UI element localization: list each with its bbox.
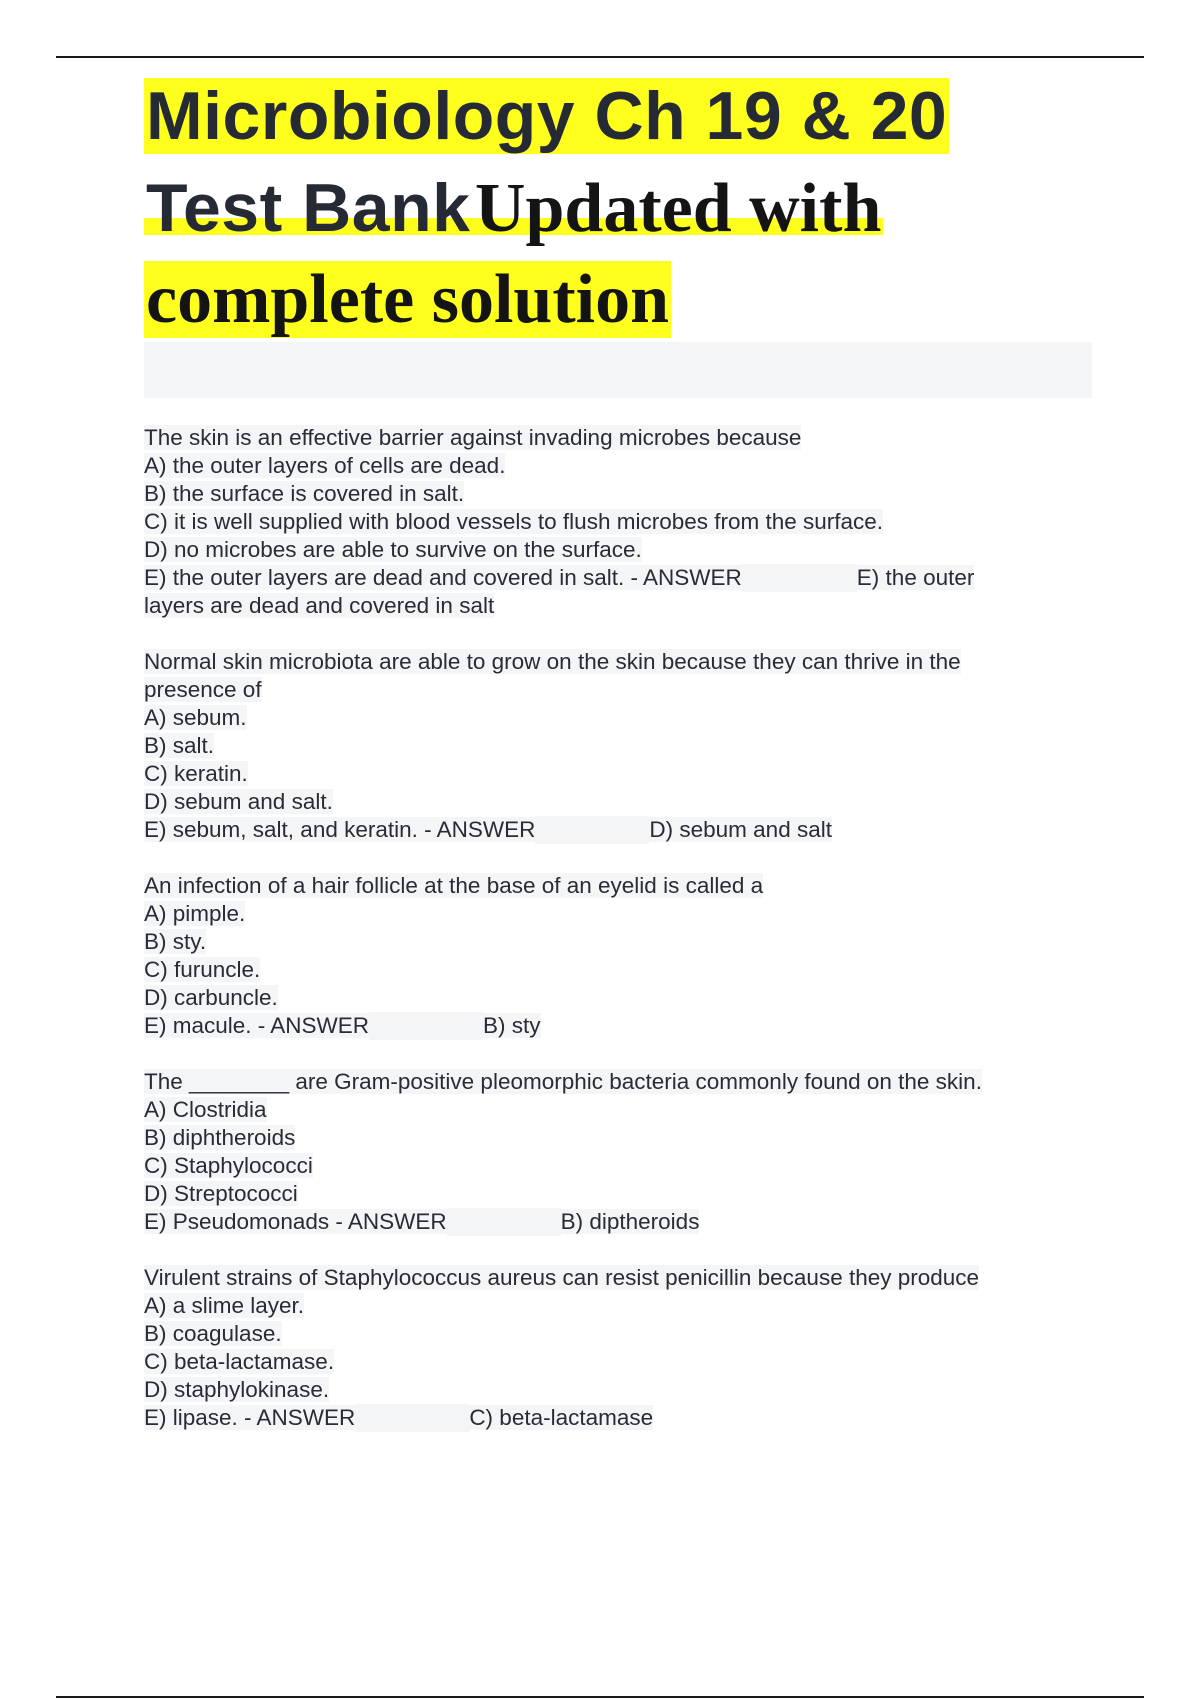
- answer-continued: layers are dead and covered in salt: [144, 593, 495, 618]
- answer: B) sty: [483, 1013, 541, 1038]
- answer: C) beta-lactamase: [469, 1405, 654, 1430]
- document-title: [144, 70, 1084, 346]
- bottom-rule: [56, 1696, 1144, 1698]
- option: A) the outer layers of cells are dead.: [144, 453, 506, 478]
- option: B) sty.: [144, 929, 207, 954]
- question-stem: An infection of a hair follicle at the base of an eyelid is called a: [144, 873, 764, 898]
- title-line-1: Microbiology Ch 19 & 20: [146, 78, 948, 154]
- option: A) pimple.: [144, 901, 246, 926]
- option-with-answer-label: E) macule. - ANSWER: [144, 1013, 370, 1038]
- option: C) keratin.: [144, 761, 248, 786]
- question-3: [144, 872, 1094, 1040]
- question-stem-continued: presence of: [144, 677, 262, 702]
- option-with-answer-label: E) sebum, salt, and keratin. - ANSWER: [144, 817, 536, 842]
- option: C) Staphylococci: [144, 1153, 313, 1178]
- answer: B) diptheroids: [560, 1209, 700, 1234]
- option: B) salt.: [144, 733, 215, 758]
- question-stem: The skin is an effective barrier against invading microbes because: [144, 425, 802, 450]
- answer: E) the outer: [856, 565, 975, 590]
- option: D) Streptococci: [144, 1181, 298, 1206]
- question-2: [144, 648, 1094, 844]
- option: C) furuncle.: [144, 957, 261, 982]
- option: B) diphtheroids: [144, 1125, 296, 1150]
- question-stem: The ________ are Gram-positive pleomorphic bacteria commonly found on the skin.: [144, 1069, 982, 1094]
- question-stem: Normal skin microbiota are able to grow on the skin because they can thrive in the: [144, 649, 961, 674]
- question-5: [144, 1264, 1094, 1432]
- option: C) it is well supplied with blood vessels to flush microbes from the surface.: [144, 509, 884, 534]
- blank-header-bar: [144, 342, 1092, 398]
- option: D) carbuncle.: [144, 985, 278, 1010]
- question-1: [144, 424, 1094, 620]
- title-line-3: complete solution: [146, 261, 670, 338]
- option: A) sebum.: [144, 705, 247, 730]
- question-stem: Virulent strains of Staphylococcus aureus can resist penicillin because they produce: [144, 1265, 980, 1290]
- option-with-answer-label: E) lipase. - ANSWER: [144, 1405, 356, 1430]
- option-with-answer-label: E) Pseudomonads - ANSWER: [144, 1209, 447, 1234]
- option: A) a slime layer.: [144, 1293, 305, 1318]
- question-4: [144, 1068, 1094, 1236]
- title-line-2: Test Bank Updated with: [146, 170, 882, 247]
- top-rule: [56, 56, 1144, 58]
- option-with-answer-label: E) the outer layers are dead and covered in salt. - ANSWER: [144, 565, 742, 590]
- option: D) staphylokinase.: [144, 1377, 330, 1402]
- option: A) Clostridia: [144, 1097, 267, 1122]
- option: B) coagulase.: [144, 1321, 282, 1346]
- answer: D) sebum and salt: [649, 817, 832, 842]
- option: C) beta-lactamase.: [144, 1349, 335, 1374]
- option: B) the surface is covered in salt.: [144, 481, 465, 506]
- question-list: [144, 424, 1094, 1460]
- option: D) no microbes are able to survive on the surface.: [144, 537, 642, 562]
- option: D) sebum and salt.: [144, 789, 333, 814]
